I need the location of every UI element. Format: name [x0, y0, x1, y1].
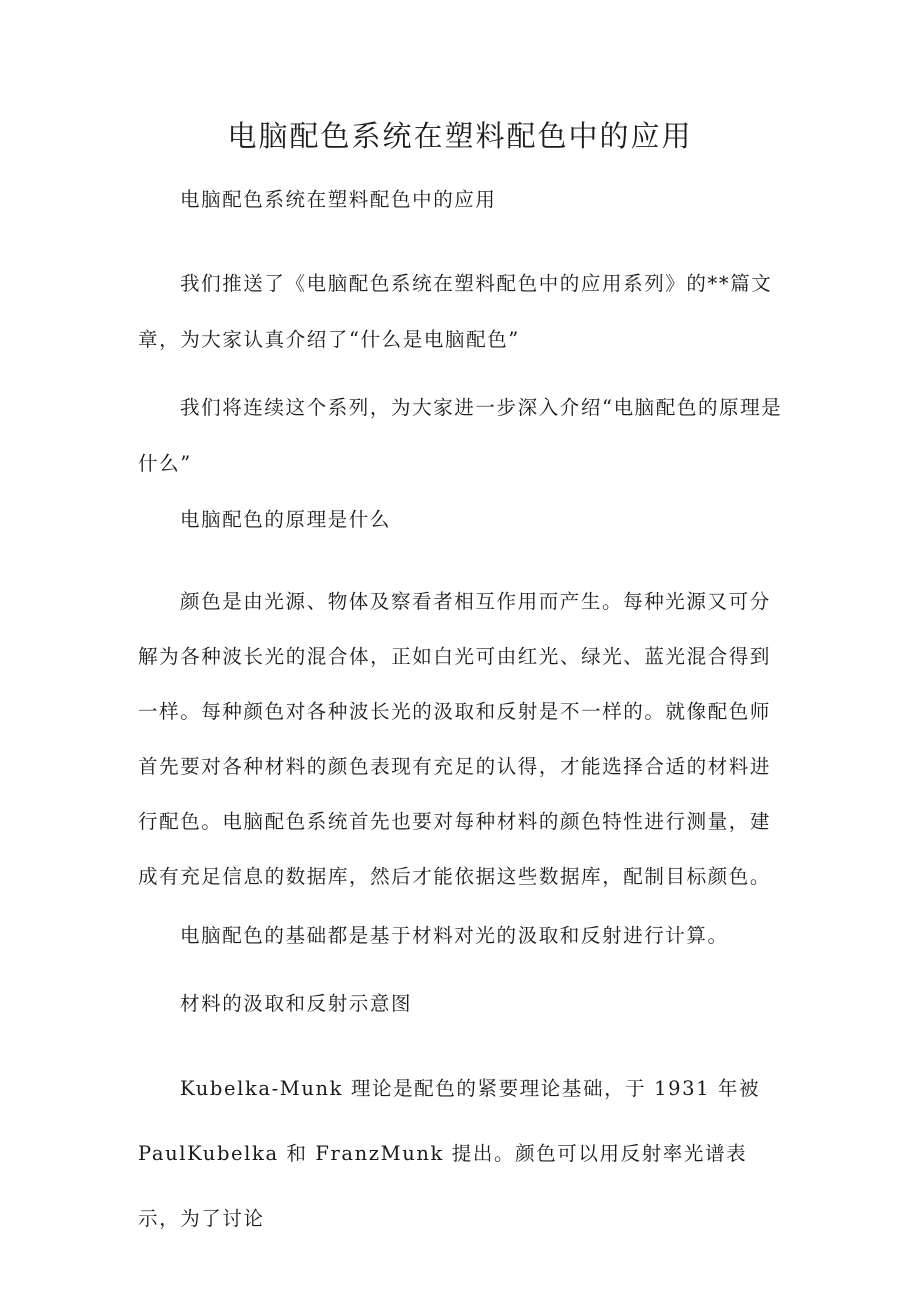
subtitle-paragraph: 电脑配色系统在塑料配色中的应用: [180, 188, 497, 211]
principle-paragraph: 颜色是由光源、物体及察看者相互作用而产生。每种光源又可分解为各种波长光的混合体，正如白光可由红光、绿光、蓝光混合得到一样。每种颜色对各种波长光的汲取和反射是不一样的。就像配色师首先要对各种材料的颜色表现有充足的认得，才能选择合适的材料进行配色。电脑配色系统首先也要对每种材料的颜色特性进行测量，建成有充足信息的数据库，然后才能依据这些数据库，配制目标颜色。: [138, 590, 772, 888]
basis-paragraph: 电脑配色的基础都是基于材料对光的汲取和反射进行计算。: [180, 924, 729, 947]
figure-caption: 材料的汲取和反射示意图: [180, 992, 413, 1015]
section-heading: 电脑配色的原理是什么: [180, 508, 392, 531]
series-paragraph: 我们将连续这个系列，为大家进一步深入介绍“电脑配色的原理是什么”: [138, 396, 783, 475]
kubelka-munk-paragraph: Kubelka-Munk 理论是配色的紧要理论基础，于 1931 年被 PaulKubelka 和 FranzMunk 提出。颜色可以用反射率光谱表示，为了讨论: [138, 1077, 761, 1230]
intro-paragraph: 我们推送了《电脑配色系统在塑料配色中的应用系列》的**篇文章，为大家认真介绍了“什么是电脑配色”: [138, 272, 773, 351]
document-title: 电脑配色系统在塑料配色中的应用: [227, 119, 693, 153]
